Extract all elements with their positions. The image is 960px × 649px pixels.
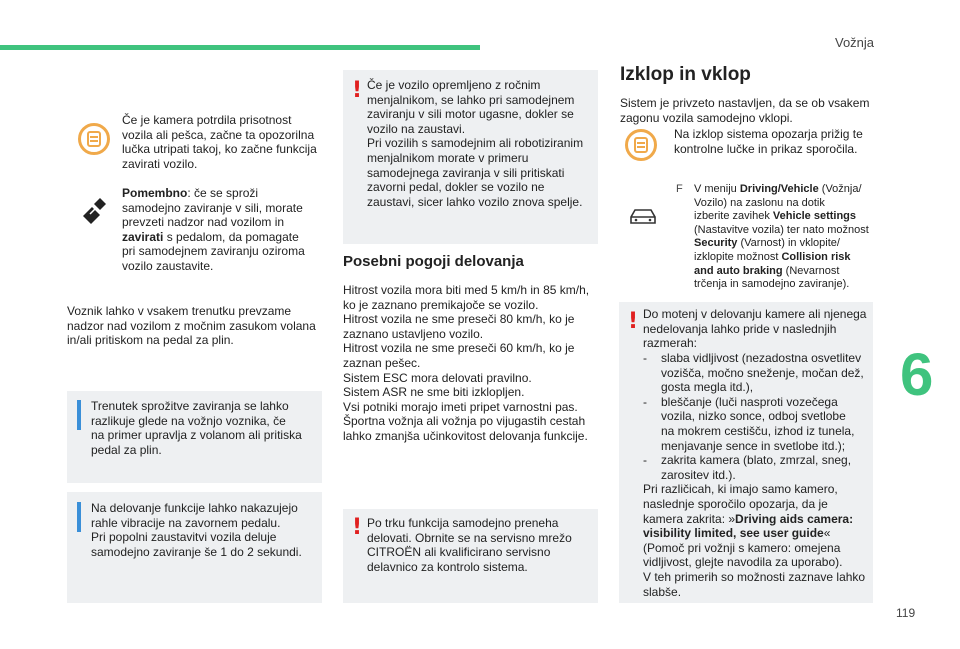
important-label: Pomembno	[122, 186, 188, 200]
info-box-1-text: Trenutek sprožitve zaviranja se lahko razlikuje glede na vožnjo voznika, če na primer upravlja z volanom ali pritiska pedal za plin.	[91, 399, 302, 457]
info-icon	[77, 502, 81, 532]
camera-limits-intro: Do motenj v delovanju kamere ali njenega nedelovanja lahko pride v naslednjih razmerah:	[643, 307, 867, 351]
info-box-1	[67, 391, 322, 483]
brake-pedal-icon	[78, 194, 110, 228]
chapter-number: 6	[900, 341, 934, 408]
camera-message-a: Pri različicah, ki imajo samo kamero, naslednje sporočilo opozarja, da je kamera zakrita: »	[643, 482, 838, 526]
warning-box-2	[343, 509, 598, 603]
important-rest-2: s pedalom, da pomagate pri samodejnem zaviranju oziroma vozilo zaustavite.	[122, 229, 305, 273]
camera-limits-list	[643, 351, 869, 599]
warning-box-1	[343, 70, 598, 244]
menu-collision-risk: Collision risk and auto braking	[694, 250, 851, 277]
warning-icon: !	[352, 515, 363, 540]
menu-vehicle-settings: Vehicle settings	[772, 210, 857, 223]
list-item	[643, 351, 869, 395]
menu-security: Security	[694, 237, 738, 250]
system-off-warning-icon	[625, 129, 657, 161]
list-dash: -	[643, 453, 647, 468]
warning-icon: !	[352, 78, 363, 103]
important-text	[122, 186, 327, 274]
info-box-2	[67, 492, 322, 603]
menu-driving-vehicle: Driving/Vehicle	[739, 183, 819, 195]
list-dash: -	[643, 394, 647, 409]
list-item	[643, 395, 869, 453]
on-off-intro: Sistem je privzeto nastavljen, da se ob vsakem zagonu vozila samodejno vklopi.	[620, 96, 870, 125]
pedestrian-text: Če je kamera potrdila prisotnost vozila ali pešca, začne ta opozorilna lučka utripati takoj, ko začne funkcija zavirati vozilo.	[122, 113, 317, 171]
warning-box-3	[619, 302, 873, 603]
collision-warning-icon	[78, 123, 110, 155]
list-item	[643, 453, 869, 482]
menu-bullet: F	[676, 183, 683, 195]
list-item-text: zakrita kamera (blato, zmrzal, sneg, zarositev itd.).	[661, 453, 852, 482]
warning-box-1-text: Če je vozilo opremljeno z ročnim menjalnikom, se lahko pri samodejnem zaviranju v sili motor ugasne, dokler se vozilo na zaustavi. Pri vozilih s samodejnim ali robotiziranim menjalnikom morate v primeru samodejnega zaviranja v sili pritiskati zavorni pedal, dokler se vozilo ne zaustavi, sicer lahko vozilo znova spelje.	[367, 78, 584, 209]
car-menu-icon	[626, 205, 660, 227]
header-bar	[0, 45, 480, 50]
section-heading-on-off: Izklop in vklop	[620, 64, 751, 85]
list-item-text: bleščanje (luči nasproti vozečega vozila, nizko sonce, odboj svetlobe na mokrem cestišču, izhod iz tunela, menjavanje sence in svetlobe itd.);	[661, 394, 855, 453]
camera-message-b: « (Pomoč pri vožnji s kamero: omejena vidljivost, glejte navodila za uporabo). V teh primerih so možnosti zaznave lahko slabše.	[643, 526, 866, 599]
brake-word: zavirati	[122, 229, 164, 244]
section-heading-conditions: Posebni pogoji delovanja	[343, 253, 524, 270]
page-number: 119	[896, 606, 916, 620]
conditions-text: Hitrost vozila mora biti med 5 km/h in 85 km/h, ko je zaznano premikajoče se vozilo. Hitrost vozila ne sme preseči 80 km/h, ko je zaznano ustavljeno vozilo. Hitrost vozila ne sme preseči 60 km/h, ko je zaznan pešec. Sistem ESC mora delovati pravilno. Sistem ASR ne sme biti izklopljen. Vsi potniki morajo imeti pripet varnostni pas. Športna vožnja ali vožnja po vijugastih cestah lahko zmanjša učinkovitost delovanja funkcije.	[343, 283, 590, 443]
menu-part-a: V meniju	[694, 183, 740, 195]
menu-part-c: (Vožnja/ Vozilo) na zaslonu na dotik izberite zavihek	[694, 183, 862, 223]
camera-message-bold: Driving aids camera: visibility limited, see user guide	[643, 511, 854, 541]
camera-message-text	[643, 482, 869, 599]
list-item-text: slaba vidljivost (nezadostna osvetlitev vozišča, močno sneženje, močan dež, gosta megla itd.),	[661, 351, 864, 395]
menu-part-g: (Varnost) in vklopite/ izklopite možnost	[694, 237, 840, 263]
menu-part-e: (Nastavitve vozila) ter nato možnost	[694, 223, 869, 236]
info-box-2-text: Na delovanje funkcije lahko nakazujejo rahle vibracije na zavornem pedalu. Pri popolni zaustavitvi vozila deluje samodejno zaviranje še 1 do 2 sekundi.	[91, 501, 302, 559]
list-dash: -	[643, 351, 647, 365]
warning-box-2-text: Po trku funkcija samodejno preneha delovati. Obrnite se na servisno mrežo CITROËN ali kvalificirano servisno delavnico za kontrolo sistema.	[367, 516, 572, 574]
warning-icon: !	[628, 309, 639, 334]
driver-override-text: Voznik lahko v vsakem trenutku prevzame nadzor nad vozilom z močnim zasukom volana in/ali pritiskom na pedal za plin.	[67, 304, 316, 348]
menu-part-i: (Nevarnost trčenja in samodejno zaviranje).	[694, 264, 850, 291]
info-icon	[77, 400, 81, 430]
page-header-title: Vožnja	[835, 35, 875, 50]
system-off-text: Na izklop sistema opozarja prižig te kontrolne lučke in prikaz sporočila.	[674, 127, 863, 156]
menu-instructions	[694, 183, 879, 292]
important-rest-1: : če se sproži samodejno zaviranje v sili, morate prevzeti nadzor nad vozilom in	[122, 186, 303, 230]
